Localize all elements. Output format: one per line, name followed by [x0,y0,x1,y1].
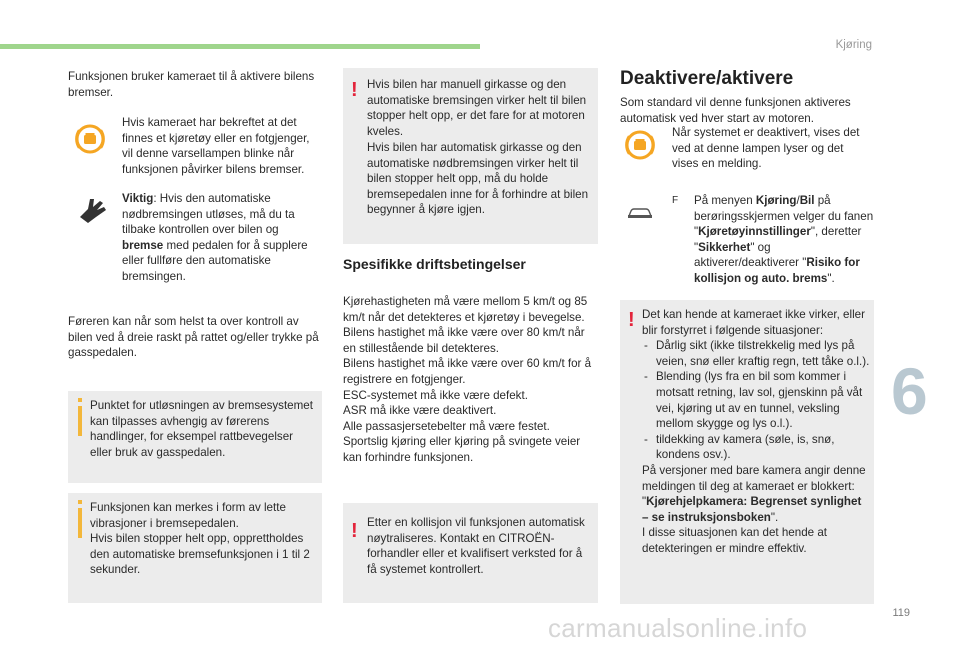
section-heading-deactivate: Deaktivere/aktivere [620,68,794,89]
situation-item: - Dårlig sikt (ikke tilstrekkelig med lys på veien, snø eller kraftig regn, tett tåke o.l.). [642,338,870,369]
situation-list [642,338,870,463]
menu-instruction: F På menyen Kjøring/Bil på berøringsskjermen velger du fanen "Kjøretøyinnstillinger", deretter "Sikkerhet" og aktiverer/deaktiverer "Risiko for kollisjon og auto. brems". [672,194,874,285]
car-icon [627,205,653,221]
warning-box-gearbox: ! Hvis bilen har manuell girkasse og den automatiske bremsingen virker helt til bilen stopper helt opp, er det fare for at motoren kveles. Hvis bilen har automatisk girkasse og den automatiske nødbremsingen virker helt til bilen stopper helt opp, må du holde bremsepedalen inne for å forhindre at bilen begynner å kjøre igjen. [343,68,598,244]
situation-item: - Blending (lys fra en bil som kommer i motsatt retning, lav sol, gjenskinn på våt vei, kjøring ut av en tunnel, veksling mellom skygge og lys o.l.). [642,369,870,431]
hand-on-wheel-icon [76,193,110,225]
collision-alert-lamp-icon [72,121,108,157]
condition-item: Bilens hastighet må ikke være over 60 km/t for å registrere en fotgjenger. [343,357,592,386]
section-heading-conditions: Spesifikke driftsbetingelser [343,256,526,272]
deactivate-intro: Som standard vil denne funksjonen aktiveres automatisk ved hver start av motoren. [620,96,851,125]
warning-icon: ! [628,309,635,331]
condition-item: Bilens hastighet må ikke være over 80 km/t når en stillestående bil detekteres. [343,326,585,355]
condition-item: Alle passasjersetebelter må være festet. [343,419,550,433]
situation-item: - tildekking av kamera (søle, is, snø, kondens osv.). [642,432,870,463]
col1-intro: Funksjonen bruker kameraet til å aktivere bilens bremser. [68,70,315,99]
condition-item: Sportslig kjøring eller kjøring på svingete veier kan forhindre funksjonen. [343,435,581,464]
important-note: Viktig: Hvis den automatiske nødbremsingen utløses, må du ta tilbake kontrollen over bilen og bremse med pedalen for å supplere eller fullføre den automatiske bremsingen. [122,192,308,283]
collision-off-lamp-icon [622,127,658,163]
chapter-number: 6 [891,354,928,428]
warning-icon: ! [351,79,358,101]
condition-item: ASR må ikke være deaktivert. [343,404,497,418]
info-icon [78,406,82,436]
chapter-title: Kjøring [835,39,872,51]
info-icon [78,508,82,538]
info-box-trigger-point: Punktet for utløsningen av bremsesystemet kan tilpasses avhengig av førerens handlinger, for eksempel rattbevegelser eller bruk av gasspedalen. [68,391,322,483]
warning-box-collision: ! Etter en kollisjon vil funksjonen automatisk nøytraliseres. Kontakt en CITROËN-forhandler eller et kvalifisert verksted for å få systemet kontrollert. [343,503,598,603]
info-box-vibration: Funksjonen kan merkes i form av lette vibrasjoner i bremsepedalen. Hvis bilen stopper helt opp, opprettholdes den automatiske bremsefunksjonen i 1 til 2 sekunder. [68,493,322,603]
alert-lamp-description: Hvis kameraet har bekreftet at det finnes et kjøretøy eller en fotgjenger, vil denne varsellampen blinke når funksjonen påvirker bilens bremser. [122,116,310,176]
condition-item: ESC-systemet må ikke være defekt. [343,388,528,402]
condition-item: Kjørehastigheten må være mellom 5 km/t og 85 km/t når det detekteres et kjøretøy i bevegelse. [343,295,588,324]
chapter-bar [0,44,480,49]
conditions-list [343,294,598,466]
warning-box-camera: ! Det kan hende at kameraet ikke virker, eller blir forstyrret i følgende situasjoner: - Dårlig sikt (ikke tilstrekkelig med lys på veien, snø eller kraftig regn, tett tåke o.l.). - Blending (lys fra en bil som kommer i motsatt retning, lav sol, gjenskinn på våt vei, kjøring ut av en tunnel, veksling mellom skygge og lys o.l.). - tildekking av kamera (søle, is, snø, kondens osv.). På versjoner med bare kamera angir denne meldingen til deg at kameraet er blokkert: "Kjørehjelpkamera: Begrenset synlighet – se instruksjonsboken". I disse situasjonen kan det hende at detekteringen er mindre effektiv. [620,300,874,604]
warning-icon: ! [351,520,358,542]
driver-override-text: Føreren kan når som helst ta over kontroll av bilen ved å dreie raskt på rattet og/eller trykke på gasspedalen. [68,315,319,360]
watermark: carmanualsonline.info [548,613,808,643]
page-number: 119 [892,607,910,619]
deactivated-lamp-description: Når systemet er deaktivert, vises det ved at denne lampen lyser og det vises en melding. [672,126,860,171]
arrow-bullet-icon: F [672,195,679,206]
